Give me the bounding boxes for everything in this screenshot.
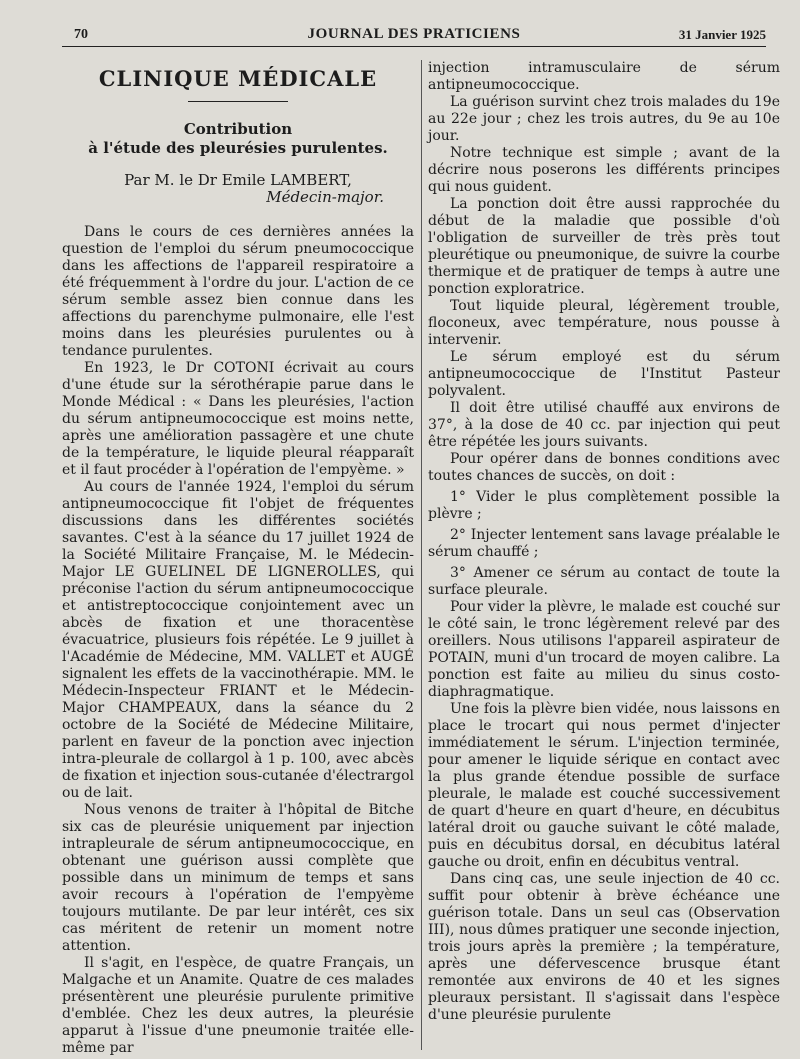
list-item: 3° Amener ce sérum au contact de toute la surface pleurale. [428,565,780,598]
article-title-line2: à l'étude des pleurésies purulentes. [88,139,388,157]
running-header [62,24,766,47]
list-item: 2° Injecter lentement sans lavage préalable le sérum chauffé ; [428,527,780,560]
paragraph: Il s'agit, en l'espèce, de quatre Français, un Malgache et un Anamite. Quatre de ces malades présentèrent une pleurésie purulente primitive d'emblée. Chez les deux autres, la pleurésie apparut à l'issue d'une pneumonie traitée elle-même par [62,955,414,1056]
paragraph: Le sérum employé est du sérum antipneumococcique de l'Institut Pasteur polyvalent. [428,349,780,399]
paragraph: Tout liquide pleural, légèrement trouble, floconeux, avec température, nous pousse à intervenir. [428,298,780,348]
author-line: Par M. le Dr Emile LAMBERT, [124,171,352,189]
paragraph: En 1923, le Dr COTONI écrivait au cours d'une étude sur la sérothérapie parue dans le Monde Médical : « Dans les pleurésies, l'action du sérum antipneumococcique est moins nette, après une amélioration passagère et une chute de la température, le liquide pleural réapparaît et il faut procéder à l'opération de l'empyème. » [62,360,414,478]
list-item: 1° Vider le plus complètement possible la plèvre ; [428,489,780,522]
column-divider [421,60,422,1050]
paragraph: Notre technique est simple ; avant de la décrire nous poserons les différents principes qui nous guident. [428,145,780,195]
issue-date: 31 Janvier 1925 [678,27,766,42]
journal-title: JOURNAL DES PRATICIENS [307,26,521,42]
paragraph: Dans le cours de ces dernières années la question de l'emploi du sérum pneumococcique dans les affections de l'appareil respiratoire a été fréquemment à l'ordre du jour. L'action de ce sérum semble assez bien connue dans les affections du parenchyme pulmonaire, elle l'est moins dans les pleurésies purulentes ou à tendance purulentes. [62,224,414,359]
author-rank: Médecin-major. [266,188,384,206]
paragraph: La ponction doit être aussi rapprochée du début de la maladie que possible d'où l'obligation de surveiller de très près tout pleurétique ou pneumonique, de suivre la courbe thermique et de pratiquer de temps à autre une ponction exploratrice. [428,196,780,297]
paragraph: La guérison survint chez trois malades du 19e au 22e jour ; chez les trois autres, du 9e au 10e jour. [428,94,780,144]
title-rule [188,101,288,102]
right-column [428,60,780,1024]
paragraph: Pour vider la plèvre, le malade est couché sur le côté sain, le tronc légèrement relevé par des oreillers. Nous utilisons l'appareil aspirateur de POTAIN, muni d'un trocard de moyen calibre. La ponction est faite au milieu du sinus costo-diaphragmatique. [428,599,780,700]
paragraph: Dans cinq cas, une seule injection de 40 cc. suffit pour obtenir à brève échéance une guérison totale. Dans un seul cas (Observation III), nous dûmes pratiquer une seconde injection, trois jours après la première ; la température, après une défervescence brusque étant remontée aux environs de 40 et les signes pleuraux persistant. Il s'agissait dans l'espèce d'une pleurésie purulente [428,871,780,1023]
section-title: CLINIQUE MÉDICALE [98,66,378,91]
paragraph: Au cours de l'année 1924, l'emploi du sérum antipneumococcique fit l'objet de fréquentes discussions dans les différentes sociétés savantes. C'est à la séance du 17 juillet 1924 de la Société Militaire Française, M. le Médecin-Major LE GUELINEL DE LIGNEROLLES, qui préconise l'action du sérum antipneumococcique et antistreptococcique conjointement avec un abcès de fixation et une thoracentèse évacuatrice, plusieurs fois répétée. Le 9 juillet à l'Académie de Médecine, MM. VALLET et AUGÉ signalent les effets de la vaccinothérapie. MM. le Médecin-Inspecteur FRIANT et le Médecin-Major CHAMPEAUX, dans la séance du 2 octobre de la Société de Médecine Militaire, parlent en faveur de la ponction avec injection intra-pleurale de collargol à 1 p. 100, avec abcès de fixation et injection sous-cutanée d'électrargol ou de lait. [62,479,414,801]
paragraph: injection intramusculaire de sérum antipneumococcique. [428,60,780,93]
article-title-line1: Contribution [183,120,293,138]
page-number: 70 [74,27,88,42]
paragraph: Nous venons de traiter à l'hôpital de Bitche six cas de pleurésie uniquement par injection intrapleurale de sérum antipneumococcique, en obtenant une guérison aussi complète que possible dans un minimum de temps et sans avoir recours à l'opération de l'empyème toujours mutilante. De par leur intérêt, ces six cas méritent de retenir un moment notre attention. [62,802,414,954]
paragraph: Une fois la plèvre bien vidée, nous laissons en place le trocart qui nous permet d'injecter immédiatement le sérum. L'injection terminée, pour amener le liquide sérique en contact avec la plus grande étendue possible de surface pleurale, le malade est couché successivement de quart d'heure en quart d'heure, en décubitus latéral droit ou gauche suivant le côté malade, puis en décubitus dorsal, en décubitus latéral gauche ou droit, enfin en décubitus ventral. [428,701,780,870]
left-column [62,60,414,1057]
paragraph: Il doit être utilisé chauffé aux environs de 37°, à la dose de 40 cc. par injection qui peut être répétée les jours suivants. [428,400,780,450]
paragraph: Pour opérer dans de bonnes conditions avec toutes chances de succès, on doit : [428,451,780,484]
